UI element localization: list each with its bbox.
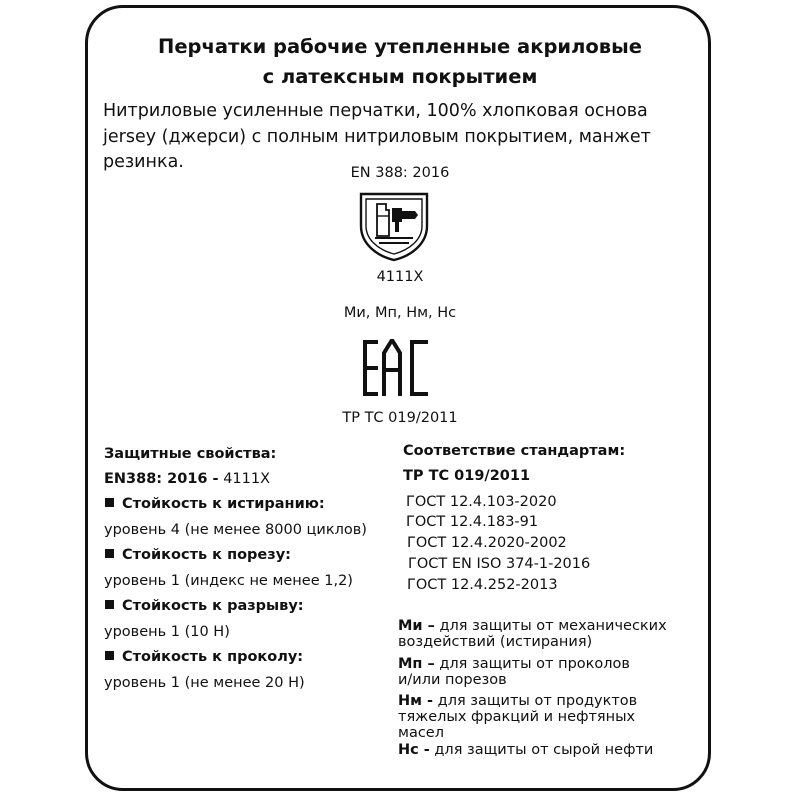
standard-item: ГОСТ 12.4.183-91 <box>406 514 539 530</box>
standard-item: ГОСТ 12.4.2020-2002 <box>407 535 567 551</box>
property-abrasion-name: Стойкость к истиранию: <box>122 496 325 512</box>
title-line-1: Перчатки рабочие утепленные акриловые <box>158 35 642 58</box>
tr-ts-label: ТР ТС 019/2011 <box>342 410 458 426</box>
protective-properties-heading: Защитные свойства: <box>104 446 277 462</box>
definition-mi <box>398 618 667 650</box>
definition-code: Ми – <box>398 618 435 634</box>
protection-codes: Ми, Мп, Нм, Нс <box>343 305 457 321</box>
standard-item: ГОСТ EN ISO 374-1-2016 <box>408 556 591 572</box>
definition-nm <box>398 693 637 741</box>
en388-line <box>104 471 270 487</box>
property-cut <box>105 547 291 563</box>
en388-value: 4111X <box>223 471 271 487</box>
bullet-icon <box>105 549 114 558</box>
standard-code: 4111X <box>376 269 424 285</box>
property-abrasion <box>105 496 325 512</box>
en388-label: EN388: 2016 - <box>104 471 219 487</box>
definition-text: для защиты от сырой нефти <box>434 742 654 758</box>
en388-shield-icon <box>355 190 433 262</box>
standard-item: ГОСТ 12.4.103-2020 <box>406 494 557 510</box>
standard-item: ГОСТ 12.4.252-2013 <box>407 577 558 593</box>
eac-mark-icon <box>362 339 430 397</box>
definition-text: и/или порезов <box>398 672 507 688</box>
definition-text: тяжелых фракций и нефтяных <box>398 709 636 725</box>
bullet-icon <box>105 600 114 609</box>
property-tear <box>105 598 304 614</box>
standard-label: EN 388: 2016 <box>350 165 450 181</box>
standards-heading: Соответствие стандартам: <box>403 443 626 459</box>
property-tear-name: Стойкость к разрыву: <box>122 598 304 614</box>
description-line-1: Нитриловые усиленные перчатки, 100% хлопковая основа <box>103 101 648 121</box>
property-puncture-value: уровень 1 (не менее 20 Н) <box>104 675 305 691</box>
property-puncture <box>105 649 303 665</box>
description-line-2: jersey (джерси) с полным нитриловым покрытием, манжет <box>103 127 651 147</box>
definition-code: Нм - <box>398 693 434 709</box>
title-line-2: с латексным покрытием <box>262 65 538 88</box>
definition-ns <box>398 742 653 758</box>
definition-mp <box>398 656 630 688</box>
definition-code: Нс - <box>398 742 430 758</box>
definition-text: для защиты от механических <box>439 618 667 634</box>
definition-text: для защиты от проколов <box>439 656 630 672</box>
property-cut-value: уровень 1 (индекс не менее 1,2) <box>104 573 353 589</box>
property-puncture-name: Стойкость к проколу: <box>122 649 304 665</box>
bullet-icon <box>105 498 114 507</box>
property-abrasion-value: уровень 4 (не менее 8000 циклов) <box>104 522 367 538</box>
description-line-3: резинка. <box>103 152 184 172</box>
definition-text: масел <box>398 725 444 741</box>
definition-text: для защиты от продуктов <box>437 693 638 709</box>
property-cut-name: Стойкость к порезу: <box>122 547 291 563</box>
bullet-icon <box>105 651 114 660</box>
standards-tr: ТР ТС 019/2011 <box>403 468 531 484</box>
property-tear-value: уровень 1 (10 Н) <box>104 624 230 640</box>
definition-text: воздействий (истирания) <box>398 634 593 650</box>
definition-code: Мп – <box>398 656 435 672</box>
